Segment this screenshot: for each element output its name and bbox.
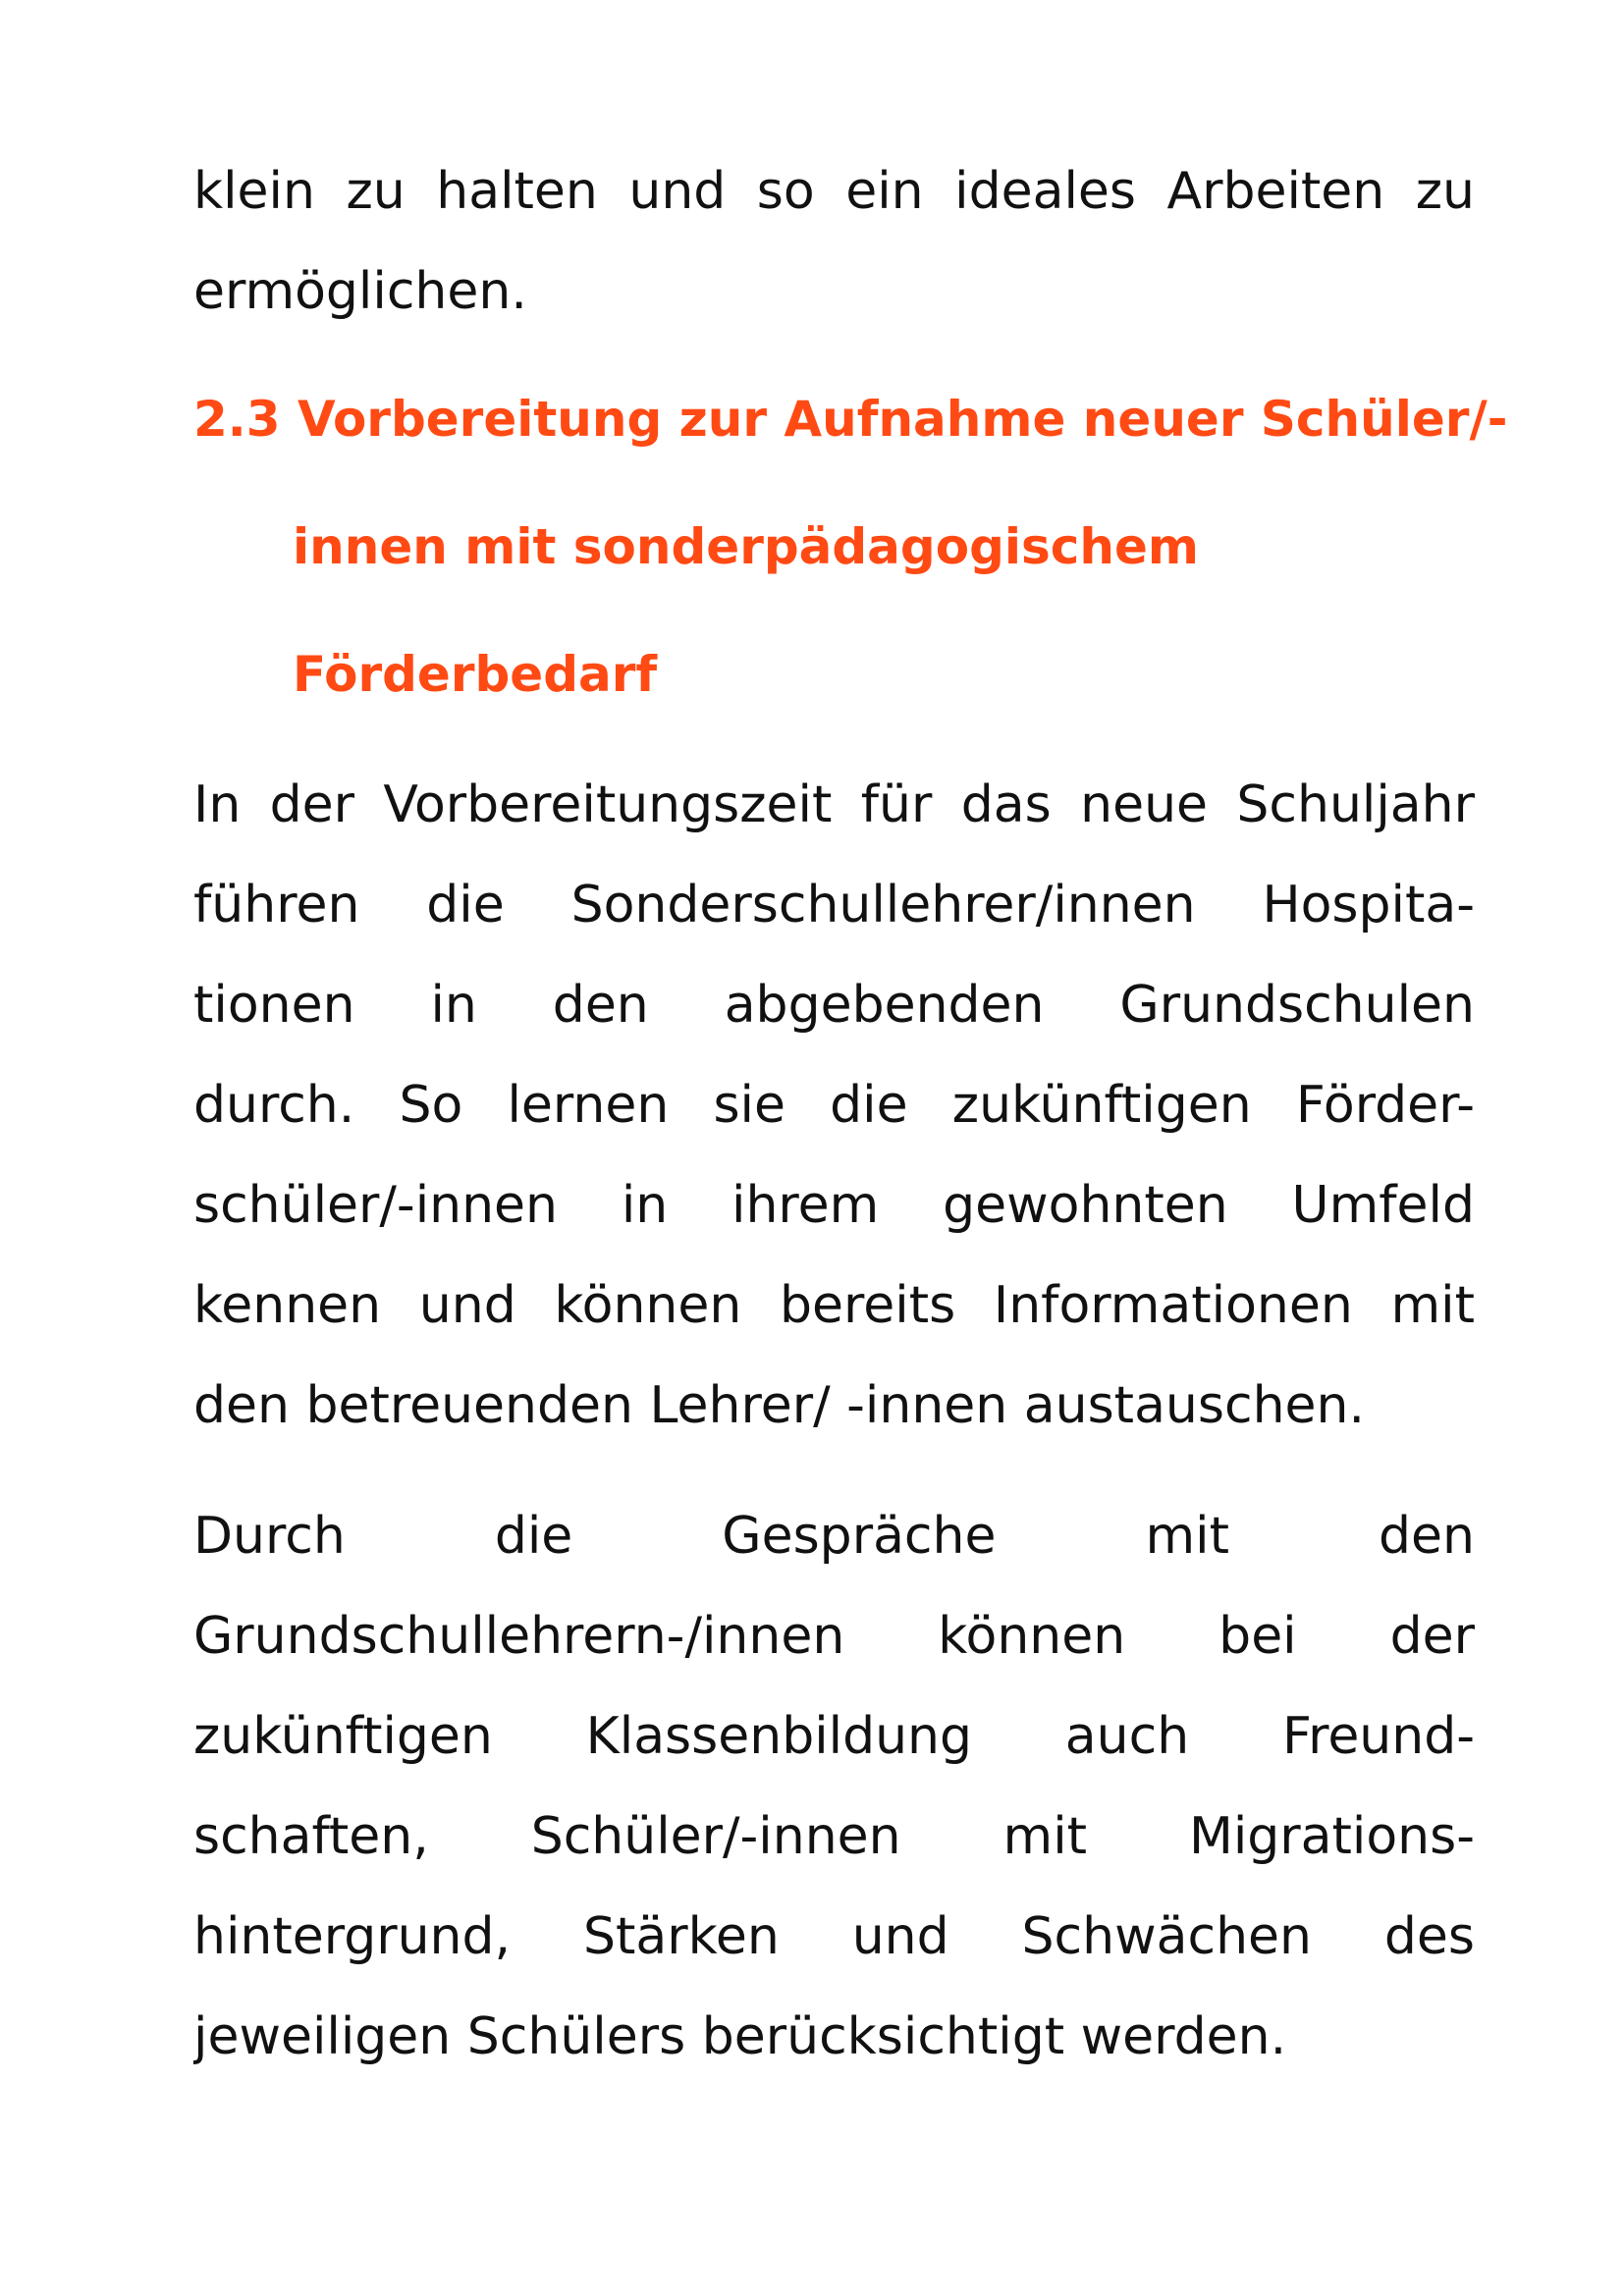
paragraph-2-line: hintergrund, Stärken und Schwächen des <box>193 1907 1475 1966</box>
paragraph-1-line: tionen in den abgebenden Grundschulen <box>193 976 1475 1035</box>
paragraph-2-line: zukünftigen Klassenbildung auch Freund- <box>193 1707 1475 1766</box>
paragraph-1-line: schüler/-innen in ihrem gewohnten Umfeld <box>193 1176 1475 1235</box>
section-heading: innen mit sonderpädagogischem <box>293 518 1199 575</box>
paragraph-1-line: den betreuenden Lehrer/ -innen austauschen. <box>193 1376 1366 1435</box>
paragraph-1-line: kennen und können bereits Informationen mit <box>193 1276 1475 1335</box>
paragraph-2-line: Grundschullehrern-/innen können bei der <box>193 1607 1475 1666</box>
intro-line: ermöglichen. <box>193 262 527 321</box>
paragraph-1-line: In der Vorbereitungszeit für das neue Schuljahr <box>193 775 1475 834</box>
section-heading: 2.3 Vorbereitung zur Aufnahme neuer Schüler/- <box>193 391 1508 448</box>
paragraph-1-line: führen die Sonderschullehrer/innen Hospita- <box>193 876 1475 934</box>
intro-line: klein zu halten und so ein ideales Arbeiten zu <box>193 162 1475 221</box>
paragraph-1-line: durch. So lernen sie die zukünftigen Förder- <box>193 1076 1475 1135</box>
paragraph-2-line: jeweiligen Schülers berücksichtigt werden. <box>193 2007 1287 2066</box>
section-heading: Förderbedarf <box>293 646 658 703</box>
paragraph-2-line: Durch die Gespräche mit den <box>193 1507 1475 1566</box>
paragraph-2-line: schaften, Schüler/-innen mit Migrations- <box>193 1807 1475 1866</box>
